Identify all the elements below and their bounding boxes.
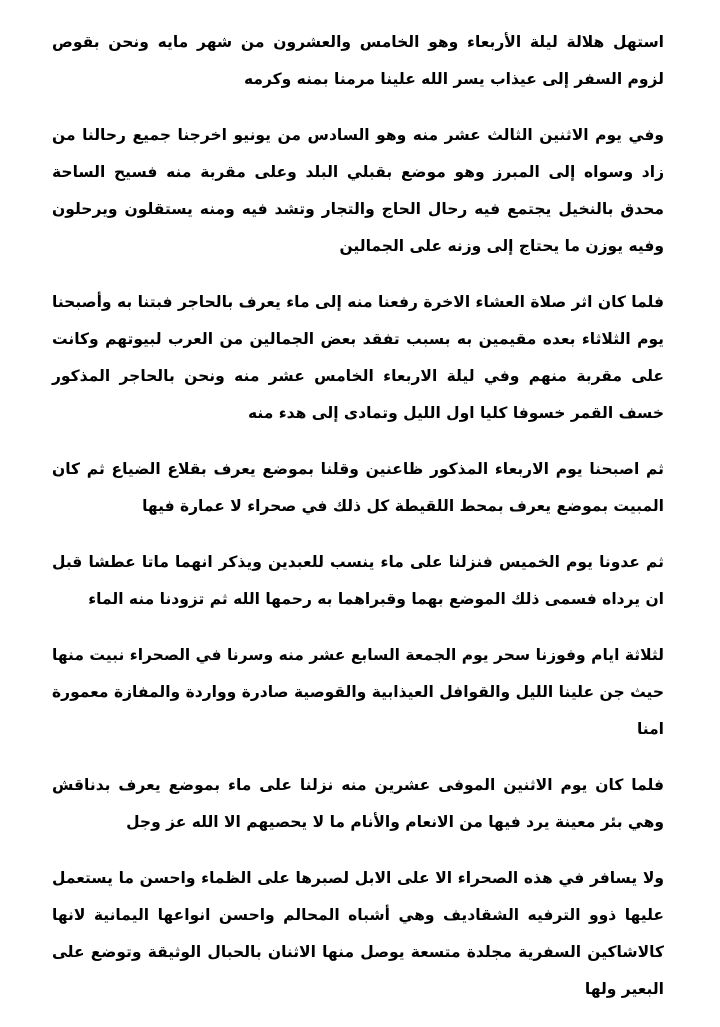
paragraph-5: ثم عدونا يوم الخميس فنزلنا على ماء ينسب للعبدين ويذكر انهما ماتا عطشا قبل ان يرداه فسمى ذلك الموضع بهما وقبراهما به رحمها الله ثم تزودنا منه الماء <box>52 553 664 608</box>
paragraph-8: ولا يسافر في هذه الصحراء الا على الابل لصبرها على الظماء واحسن ما يستعمل عليها ذوو الترفيه الشقاديف وهي أشباه المحالم واحسن انواعها اليمانية لانها كالاشاكين السفرية مجلدة متسعة يوصل منها الاثنان بالحبال الوثيقة وتوضع على البعير ولها <box>52 869 664 998</box>
paragraph-7: فلما كان يوم الاثنين الموفى عشرين منه نزلنا على ماء بموضع يعرف بدناقش وهي بئر معينة يرد فيها من الانعام والأنام ما لا يحصيهم الا الله عز وجل <box>52 776 664 831</box>
paragraph-3: فلما كان اثر صلاة العشاء الاخرة رفعنا منه إلى ماء يعرف بالحاجر فبتنا به وأصبحنا يوم الثلاثاء بعده مقيمين به بسبب تفقد بعض الجمالين من العرب لبيوتهم وكانت على مقربة منهم وفي ليلة الاربعاء الخامس عشر منه ونحن بالحاجر المذكور خسف القمر خسوفا كليا اول الليل وتمادى إلى هدء منه <box>52 293 664 422</box>
document-body <box>52 24 664 1027</box>
paragraph-4: ثم اصبحنا يوم الاربعاء المذكور ظاعنين وقلنا بموضع يعرف بقلاع الضياع ثم كان المبيت بموضع يعرف بمحط اللقيطة كل ذلك في صحراء لا عمارة فيها <box>52 460 664 515</box>
paragraph-2: وفي يوم الاثنين الثالث عشر منه وهو السادس من يونيو اخرجنا جميع رحالنا من زاد وسواه إلى المبرز وهو موضع بقبلي البلد وعلى مقربة منه فسيح الساحة محدق بالنخيل يجتمع فيه رحال الحاج والتجار وتشد فيه ومنه يستقلون ويرحلون وفيه يوزن ما يحتاج إلى وزنه على الجمالين <box>52 126 664 255</box>
paragraph-1: استهل هلالة ليلة الأربعاء وهو الخامس والعشرون من شهر مايه ونحن بقوص لزوم السفر إلى عيذاب يسر الله علينا مرمنا بمنه وكرمه <box>52 33 664 88</box>
paragraph-6: لثلاثة ايام وفوزنا سحر يوم الجمعة السابع عشر منه وسرنا في الصحراء نبيت منها حيث جن علينا الليل والقوافل العيذابية والقوصية صادرة وواردة والمفازة معمورة امنا <box>52 646 664 738</box>
